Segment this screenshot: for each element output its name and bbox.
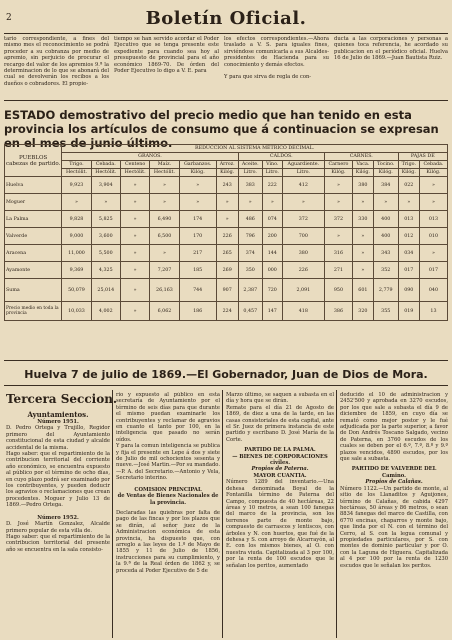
table-cell: 744 <box>179 279 216 302</box>
column-header: Centeno <box>120 161 149 169</box>
table-cell: 022 <box>398 177 419 194</box>
unit-header: Kilóg. <box>352 169 373 177</box>
bienes-heading: — BIENES DE CORPORACIONES civiles. <box>232 453 328 467</box>
table-row <box>5 302 448 321</box>
table-cell: » <box>238 194 262 211</box>
table-cell: 7,207 <box>150 262 179 279</box>
table-cell: 017 <box>419 262 447 279</box>
table-cell: 352 <box>373 262 398 279</box>
table-cell: 320 <box>352 302 373 321</box>
edicto-1951: D. Pedro Ortega y Trujillo, Regidor primero del Ayuntamiento constitucional de esta ciudad y alcalde accidental de la misma. Hago saber: que el repartimiento de la contribucion territorial del corriente año económico, se encuentra expuesto al público por el término de ocho días, en cuyo plazo podrá ser examinado por los contribuyentes, y pueden deducir los agravios o reclamaciones que crean procedentes. Moguer y Julio 13 de 1869.—Pedro Ortega. <box>6 425 110 509</box>
table-cell: 383 <box>238 177 262 194</box>
table-cell: 144 <box>262 245 282 262</box>
unit-header: Kilóg. <box>419 169 447 177</box>
propios-paterna: Propios de Paterna. <box>251 466 309 473</box>
table-cell: 2,779 <box>373 279 398 302</box>
finca-1122: Número 1122.—Un partido de monte, al sitio de los Llanaditos y Aguijones, término de Calañas, de cabida 4297 hectáreas, 50 áreas y 86 metros, o sean 8834 fanegas del marco de Castilla, con 6770 encinas, chaparros y monte bajo, que linda por el N. con el término del Cerro, al S. con la legua comunal y propiedades particulares, por S. con montes de dominio particular y por O. con la Laguna de Higuera. Capitalizada al 4 por 100 por la renta de 1230 escudos que le señalan los peritos. <box>340 485 448 569</box>
comision-subheading: de Ventas de Bienes Nacionales de la provincia. <box>117 493 219 506</box>
table-cell: 186 <box>179 302 216 321</box>
unit-header: Litro. <box>238 169 262 177</box>
unit-header: Hectólit. <box>150 169 179 177</box>
group-pajas: PAJAS DE <box>398 153 447 161</box>
table-row <box>5 279 448 302</box>
table-cell: 720 <box>262 279 282 302</box>
table-cell: » <box>352 262 373 279</box>
unit-header: Kilóg. <box>324 169 352 177</box>
table-cell: 017 <box>398 262 419 279</box>
table-cell: 010 <box>419 228 447 245</box>
publication-title: Boletín Oficial. <box>145 8 307 29</box>
table-cell: 418 <box>282 302 324 321</box>
table-cell: 3,600 <box>91 228 120 245</box>
table-cell: » <box>120 302 149 321</box>
table-cell: » <box>179 194 216 211</box>
table-cell: » <box>419 177 447 194</box>
table-cell: » <box>120 177 149 194</box>
table-row <box>5 228 448 245</box>
table-cell: 25,014 <box>91 279 120 302</box>
table-cell: 412 <box>282 177 324 194</box>
table-cell: 4,002 <box>91 302 120 321</box>
table-cell: 012 <box>398 228 419 245</box>
top-column-3: los efectos correspondientes.—Ahora traslado a V. S. para iguales fines, sirviéndose comunicarla a sus Alcaldes-presidentes de Hacienda para su conocimiento y demás efectos. Y para que sirva de regla de con- <box>224 36 329 81</box>
top-column-1: tario correspondiente, a fines del mismo mes el reconocimiento se podrá proceder a su cobranza por medio de apremio, sin perjuicio de procurar el recargo del valor de los apremios 9.ª la determinacion de lo que se abonará del cual se devolverán los recibos a los dueños o cobradores. El propie- <box>4 36 109 87</box>
column-header: Trigo. <box>398 161 419 169</box>
column-header: Maíz. <box>150 161 179 169</box>
pueblos-sub: cabezas de partido. <box>6 160 61 167</box>
table-cell: 13 <box>419 302 447 321</box>
table-cell: 5,825 <box>91 211 120 228</box>
top-column-4: ducta a las corporaciones y personas a quienes toca referencia, he acordado su publicacion en el periódico oficial. Huelva 16 de Julio de 1869.—Juan Bautista Ruiz. <box>334 36 448 62</box>
row-label: Moguer <box>5 194 62 211</box>
column-divider <box>112 390 113 638</box>
table-cell: » <box>120 279 149 302</box>
table-cell: » <box>352 245 373 262</box>
table-cell: 6,490 <box>150 211 179 228</box>
table-cell: » <box>216 194 238 211</box>
ayuntamientos-heading: Ayuntamientos. <box>27 410 89 419</box>
table-cell: 400 <box>373 228 398 245</box>
column-divider <box>222 390 223 638</box>
table-row <box>5 245 448 262</box>
partido-valverde: PARTIDO DE VALVERDE DEL Camino. <box>351 466 437 479</box>
unit-header: Kilóg. <box>398 169 419 177</box>
table-cell: 400 <box>373 211 398 228</box>
table-cell: 147 <box>262 302 282 321</box>
header-rule <box>4 33 448 34</box>
table-row <box>5 262 448 279</box>
unit-header: Kilóg. <box>179 169 216 177</box>
table-cell: 486 <box>238 211 262 228</box>
table-cell: 217 <box>179 245 216 262</box>
table-cell: » <box>324 177 352 194</box>
table-cell: 174 <box>179 211 216 228</box>
seccion-column-4 <box>340 392 448 636</box>
row-label: Valverde <box>5 228 62 245</box>
edicto-lepe: rio y expuesto al público en esta secretaría de Ayuntamiento por el término de seis días para que durante el mismo puedan examinarle los contribuyentes y reclamar de agravios en cuanto el tanto por 100, en la inteligencia que pasado no serán oídos. Y para la comun inteligencia se publica y fija el presente en Lepe á dos y siete de Julio de mil ochocientos sesenta y nueve.—José Martin.—Por su mandado.—P. A. del Secretario.—Antonio y Vela, Secretario interino. <box>116 392 220 482</box>
table-cell: 040 <box>419 279 447 302</box>
section-rule <box>4 100 448 101</box>
table-cell: 355 <box>373 302 398 321</box>
table-cell: 074 <box>262 211 282 228</box>
table-cell: 000 <box>262 262 282 279</box>
numero-1951: Número 1951. <box>37 419 79 425</box>
table-cell: 26,163 <box>150 279 179 302</box>
table-cell: 185 <box>179 262 216 279</box>
table-cell: 090 <box>398 279 419 302</box>
table-cell: 343 <box>373 245 398 262</box>
seccion-column-2 <box>116 392 220 636</box>
table-cell: 4,325 <box>91 262 120 279</box>
unit-header: Hectólit. <box>62 169 91 177</box>
column-header: Vino. <box>262 161 282 169</box>
table-cell: » <box>120 245 149 262</box>
seccion-column-1 <box>6 410 110 636</box>
table-cell: 200 <box>262 228 282 245</box>
table-cell: 380 <box>282 245 324 262</box>
table-cell: 374 <box>238 245 262 262</box>
table-cell: 950 <box>324 279 352 302</box>
column-header: Cebada. <box>91 161 120 169</box>
table-cell: 601 <box>352 279 373 302</box>
table-cell: 372 <box>324 211 352 228</box>
table-cell: 10,033 <box>62 302 91 321</box>
table-cell: 384 <box>373 177 398 194</box>
table-cell: 2,091 <box>282 279 324 302</box>
unit-header: Litro. <box>262 169 282 177</box>
table-cell: 0,457 <box>238 302 262 321</box>
table-cell: » <box>179 177 216 194</box>
table-cell: » <box>150 245 179 262</box>
section-rule-2 <box>4 385 448 386</box>
numero-1952: Número 1952. <box>37 514 79 521</box>
column-divider <box>336 390 337 638</box>
table-cell: » <box>216 211 238 228</box>
table-cell: » <box>91 194 120 211</box>
table-cell: 330 <box>352 211 373 228</box>
table-cell: » <box>324 194 352 211</box>
row-label: Aracena <box>5 245 62 262</box>
top-column-2: tiempo se han servido acordar el Poder Ejecutivo que se tenga presente este expediente para cuando sea hoy al presupuesto de provincial para el año económico 1869-70. De órden del Poder Ejecutivo lo digo a V. E. para <box>114 36 219 75</box>
table-cell: » <box>419 245 447 262</box>
propios-calanas: Propios de Calañas. <box>365 479 423 486</box>
table-cell: » <box>262 194 282 211</box>
column-header: Garbanzos. <box>179 161 216 169</box>
table-cell: 2,387 <box>238 279 262 302</box>
table-cell: » <box>150 194 179 211</box>
table-cell: 226 <box>282 262 324 279</box>
table-cell: 224 <box>216 302 238 321</box>
column-header: Trigo. <box>62 161 91 169</box>
table-cell: 226 <box>216 228 238 245</box>
price-table <box>4 144 448 321</box>
table-cell: 11,000 <box>62 245 91 262</box>
table-cell: 222 <box>262 177 282 194</box>
pueblos-header <box>5 145 62 177</box>
table-cell: » <box>324 228 352 245</box>
table-cell: » <box>282 194 324 211</box>
table-cell: 265 <box>216 245 238 262</box>
table-cell: » <box>120 262 149 279</box>
column-header: Vaca. <box>352 161 373 169</box>
table-cell: 243 <box>216 177 238 194</box>
comision-heading: COMISION PRINCIPAL <box>134 486 202 493</box>
unit-header: Kilóg. <box>373 169 398 177</box>
table-cell: 013 <box>398 211 419 228</box>
column-headers <box>5 161 448 169</box>
column-header: Arroz. <box>216 161 238 169</box>
table-cell: 9,923 <box>62 177 91 194</box>
row-label: Ayamonte <box>5 262 62 279</box>
table-cell: 796 <box>238 228 262 245</box>
table-cell: 3,904 <box>91 177 120 194</box>
row-label: Huelva <box>5 177 62 194</box>
table-cell: 316 <box>324 245 352 262</box>
table-cell: 386 <box>324 302 352 321</box>
table-cell: 269 <box>216 262 238 279</box>
page-number: 2 <box>6 13 12 23</box>
governor-signature: Huelva 7 de julio de 1869.—El Gobernador, Juan de Dios de Mora. <box>24 368 428 381</box>
table-row <box>5 211 448 228</box>
table-cell: » <box>352 228 373 245</box>
table-cell: 907 <box>216 279 238 302</box>
table-cell: » <box>120 194 149 211</box>
table-cell: » <box>62 194 91 211</box>
table-cell: 9,828 <box>62 211 91 228</box>
column-header: Aceite. <box>238 161 262 169</box>
table-cell: 6,062 <box>150 302 179 321</box>
pueblos-label: PUEBLOS <box>19 154 48 161</box>
table-cell: 019 <box>398 302 419 321</box>
table-row <box>5 177 448 194</box>
unit-headers <box>5 169 448 177</box>
table-cell: 271 <box>324 262 352 279</box>
table-cell: 5,500 <box>91 245 120 262</box>
table-cell: » <box>150 177 179 194</box>
row-label: La Palma <box>5 211 62 228</box>
row-label: Suma <box>5 279 62 302</box>
table-cell: 50,079 <box>62 279 91 302</box>
row-label: Precio medio en toda la provincia <box>5 302 62 321</box>
table-cell: » <box>120 228 149 245</box>
finca-1289: Número 1289 del inventario.—Una dehesa denominada Boyal de la Fontanilla término de Paterna del Campo, compuesta de 40 hectáreas, 22 áreas y 10 metros, a sean 100 fanegas del marco de la provincia, son los terrenos parte de monte bajo, compuesto de carrascos y lentiscos, con árboles y N. con huertos, que fué de la dehesa y S. con arroyo de Alcarrayón, al E. con los mismos bienes, al O. con nuestra viuda. Capitalizada al 3 por 100, por la renta de 100 escudos que le señalan los peritos, aumentado <box>226 479 334 569</box>
group-granos: GRANOS. <box>62 153 238 161</box>
group-carnes: CARNES. <box>324 153 398 161</box>
table-cell: 9,000 <box>62 228 91 245</box>
table-body <box>5 177 448 321</box>
table-cell: 380 <box>352 177 373 194</box>
subasta-text: deducido el 10 de administracion y 2452'500 y aprobada en 3270 escudos, por los que sale a subasta el día 9 de diciembre de 1859, en cuyo día se remató como mejor postor y le fué adjudicada por la parte superior, a favor de Don Andrés Toscano Salgado, vecino de Paterna, en 3760 escudos de los cuales se deben por el 6.º, 7.º, 8.º y 9.º plazos vencidos, 4890 escudos, por los que sale a subasta. <box>340 392 448 463</box>
seccion-column-3 <box>226 392 334 636</box>
table-cell: » <box>120 211 149 228</box>
group-caldos: CALDOS. <box>238 153 324 161</box>
table-cell: 6,500 <box>150 228 179 245</box>
unit-header: Kilóg. <box>216 169 238 177</box>
comision-text: Declaradas las quiebras por falta de pago de las fincas y por los plazos que se dirán, al señor juez de la Administracion económica de esta provincia, ha dispuesto que, con arreglo a las leyes de 1.º de Mayo de 1855 y 11 de Julio de 1856, instrucciones para su cumplimiento, y la 9.ª de la Real órden de 1862 y, se proceda al Poder Ejecutivo de 5 de <box>116 509 220 574</box>
remate-text: Marzo último, se saquen a subasta en el día y hora que se dirán. Remate para el día 21 de Agosto de 1869, de diez a una de la tarde, en las casas consistoriales de esta capital, ante el Sr. Juez de primera instancia de este partido y escribano D. José María de la Corte. <box>226 392 334 443</box>
page-header <box>0 0 452 32</box>
table-row <box>5 194 448 211</box>
table-cell: 372 <box>282 211 324 228</box>
table-cell: » <box>373 194 398 211</box>
section-title: Tercera Seccion. <box>6 392 118 406</box>
table-cell: 170 <box>179 228 216 245</box>
table-bottom-rule <box>4 360 448 361</box>
column-header: Cebada. <box>419 161 447 169</box>
table-cell: 700 <box>282 228 324 245</box>
unit-header: Hectólit. <box>91 169 120 177</box>
column-header: Aguardiente. <box>282 161 324 169</box>
table-cell: » <box>398 194 419 211</box>
partido-palma: PARTIDO DE LA PALMA. <box>244 447 316 454</box>
table-cell: 9,369 <box>62 262 91 279</box>
column-header: Carnero <box>324 161 352 169</box>
table-cell: 034 <box>398 245 419 262</box>
edicto-1952: D. José Martín Gonzalez, Alcalde primero popular de esta villa de. Hago saber: que el repartimiento de la contribucion territorial del presente año se encuentra en la sala consisto- <box>6 521 110 553</box>
column-header: Tocino. <box>373 161 398 169</box>
table-cell: 350 <box>238 262 262 279</box>
table-cell: 013 <box>419 211 447 228</box>
table-cell: » <box>419 194 447 211</box>
estado-title: ESTADO demostrativo del precio medio que han tenido en esta provincia los artículos de consumo que á continuacion se expresan en el mes de junio último. <box>4 108 439 150</box>
unit-header: Hectólit. <box>120 169 149 177</box>
mayor-cuantia: MAYOR CUANTIA. <box>253 472 307 479</box>
table-cell: » <box>352 194 373 211</box>
unit-header: Litro. <box>282 169 324 177</box>
reduccion-header: REDUCCION AL SISTEMA MÉTRICO DECIMAL. <box>62 145 448 153</box>
